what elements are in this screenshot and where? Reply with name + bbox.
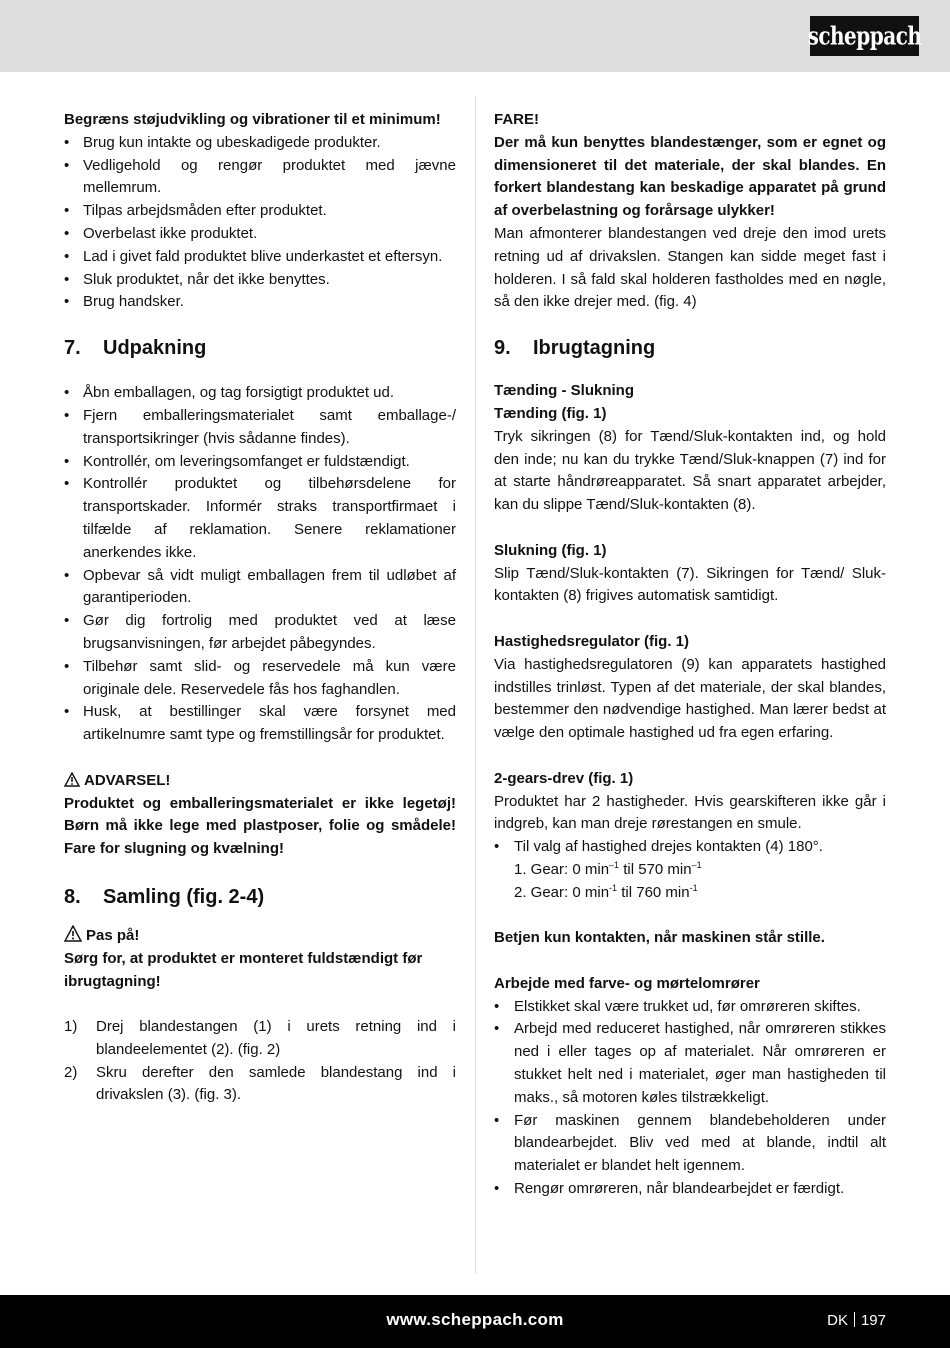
work-heading: Arbejde med farve- og mørtelomrører [494, 974, 760, 992]
list-item: • Til valg af hastighed drejes kontakten (4) 180°. [494, 836, 886, 859]
list-item: • Rengør omrøreren, når blandearbejdet er færdigt. [494, 1178, 886, 1201]
danger-title: FARE! [494, 111, 539, 128]
standstill-note: Betjen kun kontakten, når maskinen står stille. [494, 929, 825, 947]
section-8-heading [64, 883, 456, 911]
list-item: • Elstikket skal være trukket ud, før omrøreren skiftes. [494, 996, 886, 1019]
unpacking-list [64, 382, 456, 747]
gear-text: Produktet har 2 hastigheder. Hvis gearskifteren ikke går i indgreb, kan man dreje rørestangen en smule. [494, 792, 886, 833]
list-item: • Fjern emballeringsmaterialet samt emballage-/ transportsikringer (hvis sådanne findes). [64, 405, 456, 451]
intro-heading: Begræns støjudvikling og vibrationer til et minimum! [64, 111, 441, 128]
step-text: Drej blandestangen (1) i urets retning ind i blandeelementet (2). (fig. 2) [96, 1018, 456, 1058]
list-item: • Kontrollér, om leveringsomfanget er fuldstændigt. [64, 451, 456, 474]
list-item: • Brug handsker. [64, 291, 456, 314]
website-url: www.scheppach.com [386, 1310, 564, 1329]
on-heading: Tænding (fig. 1) [494, 404, 607, 422]
off-heading: Slukning (fig. 1) [494, 541, 607, 559]
scheppach-logo [807, 16, 922, 56]
gear-2-line: 2. Gear: 0 $\min^{-1}$ til 760 $\min^{-1}$ [514, 882, 698, 901]
speed-heading: Hastighedsregulator (fig. 1) [494, 632, 690, 650]
left-column [64, 109, 456, 1107]
list-item: • Brug kun intakte og ubeskadigede produkter. [64, 132, 456, 155]
off-text: Slip Tænd/Sluk-kontakten (7). Sikringen for Tænd/ Sluk-kontakten (8) frigives automatisk samtidigt. [494, 564, 886, 605]
step-text: Skru derefter den samlede blandestang ind i drivakslen (3). (fig. 3). [96, 1063, 456, 1104]
warning-triangle-icon [64, 772, 80, 787]
warning-triangle-icon [64, 925, 82, 942]
list-item: • Opbevar så vidt muligt emballagen frem til udløbet af garantiperioden. [64, 565, 456, 611]
section-7-heading [64, 334, 456, 362]
list-item: • Gør dig fortrolig med produktet ved at læse brugsanvisningen, før arbejdet påbegyndes. [64, 610, 456, 656]
list-item: • Husk, at bestillinger skal være forsynet med artikelnumre samt type og fremstillingsår for produktet. [64, 701, 456, 747]
list-item: • Sluk produktet, når det ikke benyttes. [64, 269, 456, 292]
gear-heading: 2-gears-drev (fig. 1) [494, 769, 634, 787]
warning-title: ADVARSEL! [84, 771, 171, 789]
warning-heading [64, 770, 456, 793]
list-item: • Lad i givet fald produktet blive underkastet et eftersyn. [64, 246, 456, 269]
section-number: 8. [64, 885, 81, 908]
section-title: Ibrugtagning [533, 337, 656, 360]
section-number: 7. [64, 337, 81, 360]
gear-list [494, 836, 886, 859]
logo-text: scheppach [807, 20, 922, 51]
list-item: • Overbelast ikke produktet. [64, 223, 456, 246]
speed-text: Via hastighedsregulatoren (9) kan apparatets hastighed indstilles trinløst. Typen af det materiale, der skal blandes, bestemmer den nødvendige hastighed. Man lærer bedst at vælge den optimale hastighed ud fra egen erfaring. [494, 655, 886, 742]
list-item [64, 1062, 456, 1108]
header-bar [0, 0, 950, 72]
step-number: 2) [64, 1063, 78, 1081]
caution-title: Pas på! [86, 926, 140, 944]
list-item: • Før maskinen gennem blandebeholderen under blandearbejdet. Bliv ved med at blande, indtil alt materialet er blandet helt igennem. [494, 1110, 886, 1178]
right-column [494, 109, 886, 1201]
danger-text: Der må kun benyttes blandestænger, som er egnet og dimensioneret til det materiale, der skal blandes. En forkert blandestang kan beskadige apparatet på grund af overbelastning og forårsage ulykker! [494, 133, 886, 220]
onoff-heading: Tænding - Slukning [494, 382, 634, 400]
section-9-heading [494, 334, 886, 362]
caution-text: Sørg for, at produktet er monteret fuldstændigt før ibrugtagning! [64, 949, 423, 990]
column-divider [475, 96, 476, 1274]
list-item: • Tilpas arbejdsmåden efter produktet. [64, 200, 456, 223]
list-item: • Vedligehold og rengør produktet med jævne mellemrum. [64, 155, 456, 201]
separator [854, 1312, 855, 1327]
language-code: DK [827, 1312, 848, 1329]
list-item: • Kontrollér produktet og tilbehørsdelene for transportskader. Informér straks transportfirmaet i tilfælde af reklamation. Senere reklamationer anerkendes ikke. [64, 473, 456, 564]
danger-normal-text: Man afmonterer blandestangen ved dreje den imod urets retning ud af drivakslen. Stangen kan sidde meget fast i holderen. I så fald skal holderen fastholdes med en nøgle, så den ikke drejer med. (fig. 4) [494, 224, 886, 311]
list-item [64, 1016, 456, 1062]
assembly-steps [64, 1016, 456, 1107]
page-num: 197 [860, 1312, 886, 1329]
caution-heading [64, 925, 456, 948]
warning-text: Produktet og emballeringsmaterialet er ikke legetøj! Børn må ikke lege med plastposer, folie og smådele! Fare for slugning og kvælning! [64, 794, 456, 858]
page-number [827, 1310, 886, 1333]
on-text: Tryk sikringen (8) for Tænd/Sluk-kontakten ind, og hold den inde; nu kan du trykke Tænd/Sluk-knappen (7) ind for at starte håndrøreapparatet. Så snart apparatet arbejder, kan du slippe Tænd/Sluk-kontakten (8). [494, 427, 886, 514]
footer-bar [0, 1295, 950, 1348]
section-title: Udpakning [103, 337, 207, 360]
list-item: • Åbn emballagen, og tag forsigtigt produktet ud. [64, 382, 456, 405]
intro-list [64, 132, 456, 314]
work-list [494, 996, 886, 1201]
list-item: • Tilbehør samt slid- og reservedele må kun være originale dele. Reservedele fås hos faghandlen. [64, 656, 456, 702]
section-title: Samling (fig. 2-4) [103, 885, 265, 908]
section-number: 9. [494, 337, 511, 360]
list-item: • Arbejd med reduceret hastighed, når omrøreren stikkes ned i eller tages op af materialet. Når omrøreren er stukket helt ned i materialet, øger man hastigheden til maks., så motoren køles tilstrækkeligt. [494, 1018, 886, 1109]
gear-1-line: 1. Gear: 0 $\min^{-1}$ til 570 $\min^{-1}$ [514, 859, 702, 878]
step-number: 1) [64, 1018, 78, 1036]
